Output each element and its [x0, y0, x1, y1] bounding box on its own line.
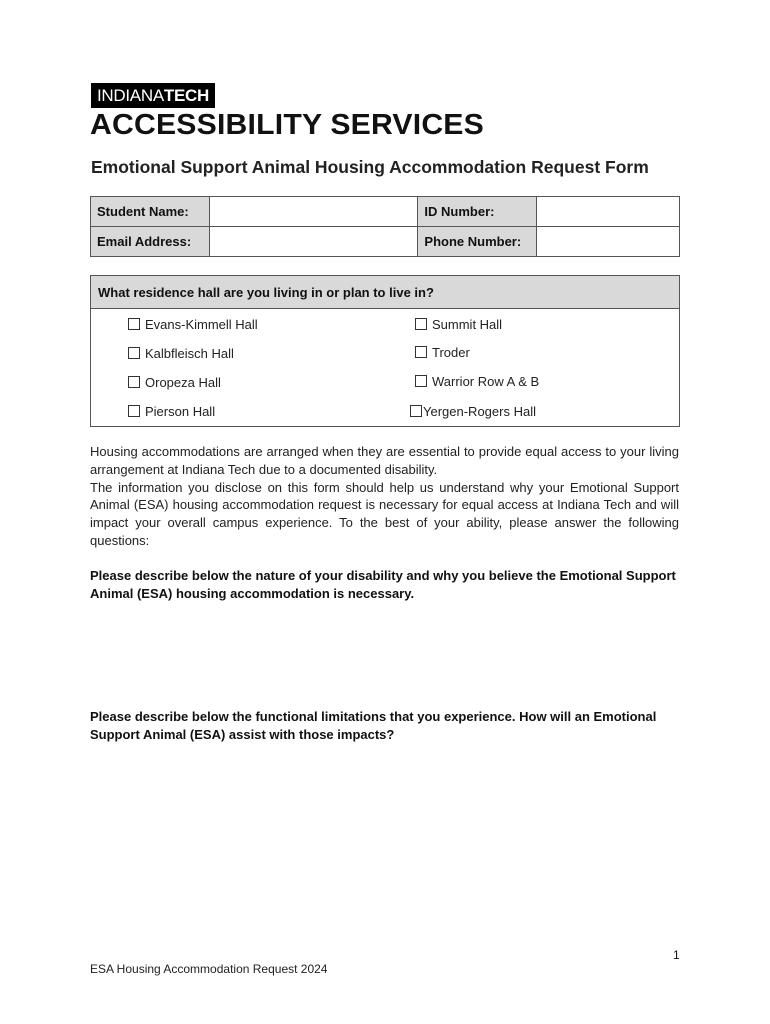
footer-doc-name: ESA Housing Accommodation Request 2024: [90, 962, 328, 976]
indiana-tech-logo: [91, 83, 215, 108]
intro-paragraph-1: Housing accommodations are arranged when they are essential to provide equal access to your living arrangement at Indiana Tech due to a documented disability.: [90, 444, 679, 477]
department-title: ACCESSIBILITY SERVICES: [90, 109, 484, 141]
id-number-label: ID Number:: [418, 197, 537, 227]
checkbox[interactable]: [128, 405, 140, 417]
option-pierson-hall[interactable]: [128, 404, 215, 419]
phone-number-field[interactable]: [537, 227, 680, 257]
email-field[interactable]: [209, 227, 418, 257]
option-label: Summit Hall: [432, 317, 503, 332]
checkbox[interactable]: [415, 375, 427, 387]
checkbox[interactable]: [128, 376, 140, 388]
checkbox[interactable]: [415, 346, 427, 358]
student-name-label: Student Name:: [91, 197, 210, 227]
option-warrior-row[interactable]: [415, 374, 539, 389]
option-label: Pierson Hall: [145, 404, 216, 419]
residence-hall-question: What residence hall are you living in or plan to live in?: [91, 276, 679, 309]
option-oropeza-hall[interactable]: [128, 375, 221, 390]
option-label: Evans-Kimmell Hall: [145, 317, 258, 332]
form-title: Emotional Support Animal Housing Accommodation Request Form: [91, 157, 649, 177]
table-row: [91, 227, 680, 257]
checkbox[interactable]: [410, 405, 422, 417]
id-number-field[interactable]: [537, 197, 680, 227]
phone-number-label: Phone Number:: [418, 227, 537, 257]
residence-hall-section: [90, 275, 680, 427]
checkbox[interactable]: [128, 347, 140, 359]
checkbox[interactable]: [128, 318, 140, 330]
logo-text-tech: TECH: [163, 85, 209, 105]
page-number: 1: [673, 948, 680, 962]
option-label: Yergen-Rogers Hall: [423, 404, 536, 419]
option-evans-kimmell-hall[interactable]: [128, 317, 258, 332]
intro-paragraph-2: The information you disclose on this form should help us understand why your Emotional Support Animal (ESA) housing accommodation request is necessary for equal access at Indiana Tech and will impact your overall campus experience. To the best of your ability, please answer the following questions:: [90, 479, 679, 548]
option-label: Kalbfleisch Hall: [145, 346, 234, 361]
question-functional-limitations: Please describe below the functional limitations that you experience. How will an Emotional Support Animal (ESA) assist with those impacts?: [90, 709, 657, 742]
option-label: Troder: [432, 345, 470, 360]
question-disability-nature: Please describe below the nature of your disability and why you believe the Emotional Support Animal (ESA) housing accommodation is necessary.: [90, 568, 676, 601]
option-troder[interactable]: [415, 345, 470, 360]
option-summit-hall[interactable]: [415, 317, 502, 332]
answer-area-2[interactable]: [90, 748, 679, 938]
email-label: Email Address:: [91, 227, 210, 257]
option-kalbfleisch-hall[interactable]: [128, 346, 234, 361]
table-row: [91, 197, 680, 227]
intro-text: [90, 443, 679, 550]
option-label: Oropeza Hall: [145, 375, 221, 390]
student-name-field[interactable]: [209, 197, 418, 227]
student-info-table: [90, 196, 680, 257]
checkbox[interactable]: [415, 318, 427, 330]
answer-area-1[interactable]: [90, 607, 679, 702]
option-label: Warrior Row A & B: [432, 374, 540, 389]
logo-text-indiana: INDIANA: [97, 85, 164, 105]
option-yergen-rogers-hall[interactable]: [410, 404, 536, 419]
